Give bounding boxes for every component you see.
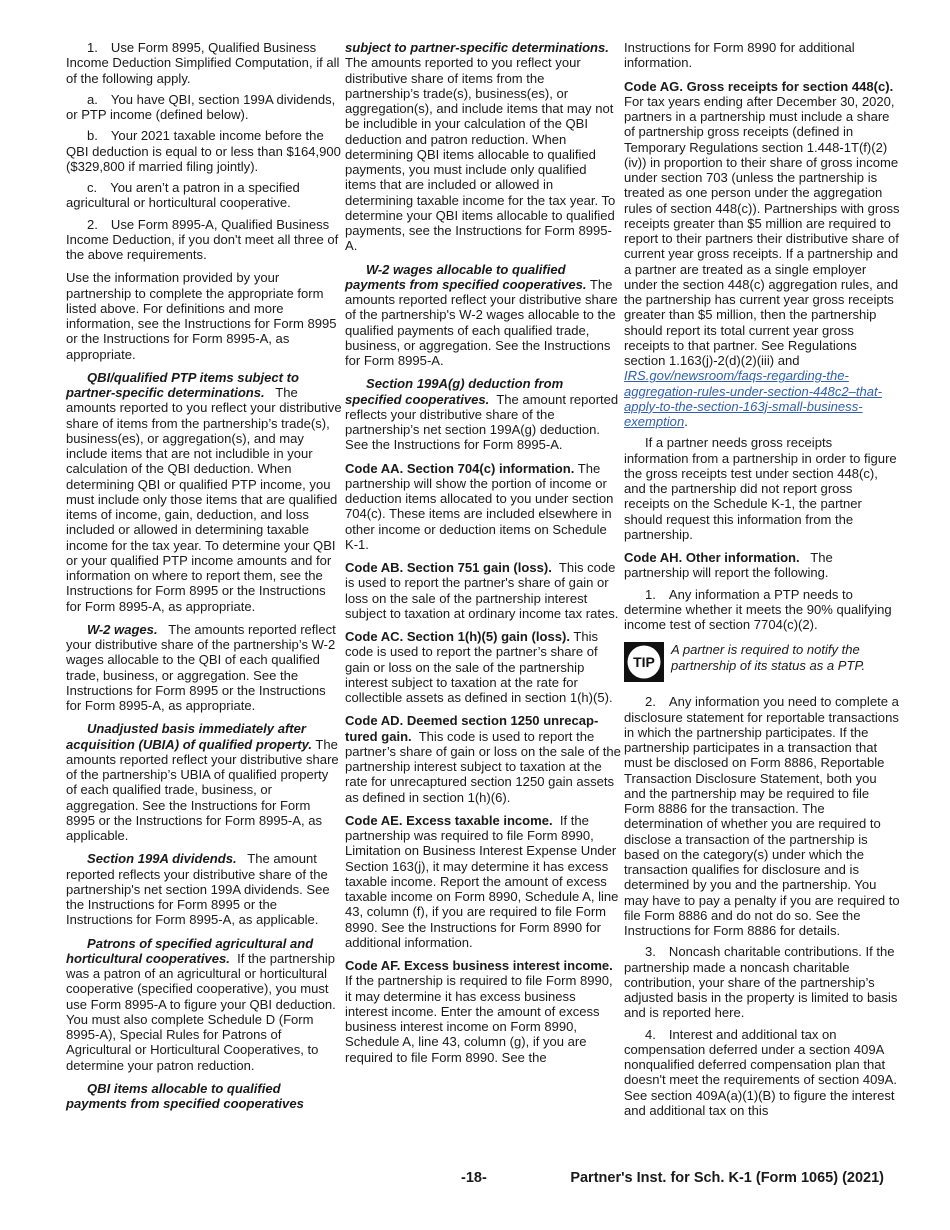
period: . — [684, 414, 688, 429]
section-heading: Unadjusted basis immediately after acquisition (UBIA) of qualified property. — [66, 721, 312, 752]
section-199a-dividends — [66, 851, 342, 927]
section-heading: QBI items allocable to qualified payments from specified cooperatives — [66, 1080, 304, 1111]
code-body: This code is used to report the partner's share of gain or loss on the sale of the partnership interest subject to taxation at ordinary income tax rates. — [345, 560, 619, 621]
irs-newsroom-link[interactable]: IRS.gov/newsroom/faqs-regarding-the-aggregation-rules-under-section-448c2–that-apply-to-the-section-163j-small-business-exemption — [624, 368, 882, 429]
section-qbi-ptp — [66, 370, 342, 614]
section-w2-wages — [66, 622, 342, 714]
section-heading: Section 199A dividends. — [87, 851, 237, 867]
paragraph: If a partner needs gross receipts information from a partnership in order to figure the gross receipts test under section 448(c), and the partnership did not report gross receipts on the Schedule K-1, the partner should request this information from the partnership. — [624, 435, 897, 542]
section-w2-cooperatives — [345, 262, 621, 369]
section-ubia — [66, 721, 342, 843]
list-item: a. You have QBI, section 199A dividends, or PTP income (defined below). — [66, 91, 336, 122]
page-number: -18- — [461, 1170, 487, 1186]
list-item: 3. Noncash charitable contributions. If the partnership made a noncash charitable contribution, your share of the partnership’s adjusted basis in the property is limited to basis and is reported here. — [624, 944, 898, 1021]
code-body: This code is used to report the partner’s share of gain or loss on the sale of the partnership interest subject to taxation at the rate for unrecaptured section 1250 gain assets as defined in section 1(h)(6). — [345, 728, 621, 805]
code-heading: Code AF. Excess business interest income. — [345, 958, 613, 973]
list-item: 4. Interest and additional tax on compensation deferred under a section 409A nonqualified deferred compensation plan that doesn't meet the requirements of section 409A. See section 409A(a)(1)(B) to figure the interest and additional tax on this — [624, 1026, 898, 1118]
column-1 — [66, 40, 342, 1111]
code-ab — [345, 560, 621, 621]
tip-text: A partner is required to notify the partnership of its status as a PTP. — [671, 642, 866, 673]
section-qbi-allocable-cont — [345, 40, 621, 254]
code-body: If the partnership is required to file Form 8990, it may determine it has excess business interest income. Enter the amount of excess business interest income on Form 8990, Schedule A, line 43, column (g), if you are required to file Form 8990. See the — [345, 973, 613, 1065]
list-item: c. You aren’t a patron in a specified agricultural or horticultural cooperative. — [66, 180, 300, 211]
code-heading: Code AC. Section 1(h)(5) gain (loss). — [345, 629, 570, 644]
section-body: The amount reported reflects your distributive share of the partnership’s net section 199A(g) deduction. See the Instructions for Form 8995-A. — [345, 391, 619, 453]
code-heading: Code AD. Deemed section 1250 unrecaptured gain. — [345, 713, 599, 744]
code-heading: Code AE. Excess taxable income. — [345, 812, 553, 828]
section-heading: Patrons of specified agricultural and horticultural cooperatives. — [66, 935, 314, 966]
code-heading: Code AG. Gross receipts for section 448(c). — [624, 78, 894, 94]
code-ag — [624, 79, 900, 430]
section-qbi-allocable — [66, 1081, 342, 1112]
code-heading: Code AA. Section 704(c) information. — [345, 460, 575, 476]
column-2 — [345, 40, 621, 1065]
code-ae — [345, 813, 621, 950]
code-ah — [624, 550, 900, 581]
section-heading: subject to partner-specific determinations. — [345, 40, 609, 55]
code-body: The partnership will report the following. — [624, 550, 833, 581]
tip-box — [624, 642, 900, 682]
section-body: The amounts reported reflect your distributive share of the partnership’s W-2 wages allocable to the QBI of each qualified trade, business, or aggregation. See the Instructions for Form 8995 or the Instructions for Form 8995-A, as appropriate. — [66, 621, 336, 713]
section-body: The amounts reported reflect your distributive share of the partnership’s UBIA of qualified property of each qualified trade, business, or aggregation. See the Instructions for Form 8995 or the Instructions for Form 8995-A, as applicable. — [66, 736, 339, 843]
code-ad — [345, 713, 621, 805]
section-body: The amounts reported to you reflect your distributive share of items from the partnership’s trade(s), business(es), or aggregation(s), and may include items that are not includible in your calculation of the QBI deduction. When determining QBI or qualified PTP income, you must include only those items that are qualified items of income, gain, deduction, and loss included or allowed in determining taxable income for the tax year. To determine your QBI or your qualified PTP income amounts and for information on where to report them, see the Instructions for Form 8995 or the Instructions for Form 8995-A, as appropriate. — [66, 385, 342, 614]
code-heading: Code AB. Section 751 gain (loss). — [345, 560, 552, 575]
paragraph: Instructions for Form 8990 for additional information. — [624, 40, 855, 71]
code-aa — [345, 461, 621, 553]
section-body: The amounts reported to you reflect your distributive share of items from the partnership’s trade(s), business(es), or aggregation(s), and include items that may not be includible in your calculation of the QBI deduction and patron reduction. When determining QBI items allocable to qualified payments, you must include only qualified items that are included or allowed in determining taxable income for the tax year. To determine your QBI items allocable to qualified payments, see the Instructions for Form 8995-A. — [345, 55, 616, 254]
tip-label: TIP — [633, 654, 655, 671]
code-body: For tax years ending after December 30, 2020, partners in a partnership must include a share of partnership gross receipts (defined in Temporary Regulations section 1.448-1T(f)(2)(iv)) in proportion to their share of gross income under section 703 (unless the partnership is treated as one person under the aggregation rules of section 448(c)). Partnerships with gross receipts greater than $5 million are required to report to their partners their distributive share of current year gross receipts. If a partnership and a partner are treated as a single employer under the section 448(c) aggregation rules, and the partnership has current year gross receipts greater than $5 million, then the partnership should report its total current year gross receipts to that partner. See Regulations section 1.163(j)-2(d)(2)(iii) and — [624, 93, 900, 368]
code-heading: Code AH. Other information. — [624, 550, 800, 565]
paragraph: Use the information provided by your partnership to complete the appropriate form listed above. For definitions and more information, see the Instructions for Form 8995 or the Instructions for Form 8995-A, as appropriate. — [66, 270, 337, 362]
section-heading: W-2 wages allocable to qualified payments from specified cooperatives. — [345, 261, 587, 292]
section-body: If the partnership was a patron of an agricultural or horticultural cooperative (specified cooperative), you must use Form 8995-A to figure your QBI deduction. You must also complete Schedule D (Form 8995-A), Special Rules for Patrons of Agricultural or Horticultural Cooperatives, to determine your patron reduction. — [66, 950, 336, 1073]
section-patrons — [66, 936, 342, 1073]
column-3 — [624, 40, 900, 1118]
code-body: This code is used to report the partner’s share of gain or loss on the sale of the partnership interest subject to taxation at the rate for collectible assets as defined in section 1(h)(5). — [345, 629, 613, 705]
document-title: Partner's Inst. for Sch. K-1 (Form 1065) (2021) — [570, 1170, 884, 1186]
section-body: The amount reported reflects your distributive share of the partnership's net section 199A dividends. See the Instructions for Form 8995 or the Instructions for Form 8995-A, as applicable. — [66, 851, 330, 928]
list-item: 2. Use Form 8995-A, Qualified Business Income Deduction, if you don't meet all three of the above requirements. — [66, 216, 339, 262]
code-body: The partnership will show the portion of income or deduction items allocated to you under section 704(c). These items are included elsewhere in other income or deduction items on Schedule K-1. — [345, 460, 614, 552]
list-item: 1. Use Form 8995, Qualified Business Income Deduction Simplified Computation, if all of the following apply. — [66, 40, 340, 86]
tip-icon — [624, 642, 664, 682]
tip-icon-graphic — [624, 642, 664, 682]
list-item: 2. Any information you need to complete a disclosure statement for reportable transactions in which the partnership participates. If the partnership participates in a transaction that must be disclosed on Form 8886, Reportable Transaction Disclosure Statement, both you and the partnership may be required to file Form 8886 for the transaction. The determination of whether you are required to disclose a transaction of the partnership is based on the category(s) under which the transaction qualifies for disclosure and is determined by you and the partnership. You may have to pay a penalty if you are required to file Form 8886 and do not do so. See the Instructions for Form 8886 for details. — [624, 694, 900, 938]
code-ac — [345, 629, 621, 705]
section-heading: W-2 wages. — [87, 621, 158, 637]
code-body: If the partnership was required to file Form 8990, Limitation on Business Interest Expense Under Section 163(j), it may determine it has excess taxable income. Report the amount of excess taxable income on Form 8990, Schedule A, line 43, column (f), if you are required to file Form 8990. See the Instructions for Form 8990 for additional information. — [345, 812, 619, 950]
code-af — [345, 958, 621, 1065]
section-heading: Section 199A(g) deduction from specified cooperatives. — [345, 376, 564, 407]
section-heading: QBI/qualified PTP items subject to partner-specific determinations. — [66, 369, 299, 400]
section-199ag — [345, 376, 621, 452]
list-item: b. Your 2021 taxable income before the QBI deduction is equal to or less than $164,900 ($329,800 if married filing jointly). — [66, 128, 341, 174]
section-body: The amounts reported reflect your distributive share of the partnership's W-2 wages allocable to the qualified payments of each qualified trade, business, or aggregation. See the Instructions for Form 8995-A. — [345, 276, 618, 368]
list-item: 1. Any information a PTP needs to determine whether it meets the 90% qualifying income test of section 7704(c)(2). — [624, 586, 892, 632]
